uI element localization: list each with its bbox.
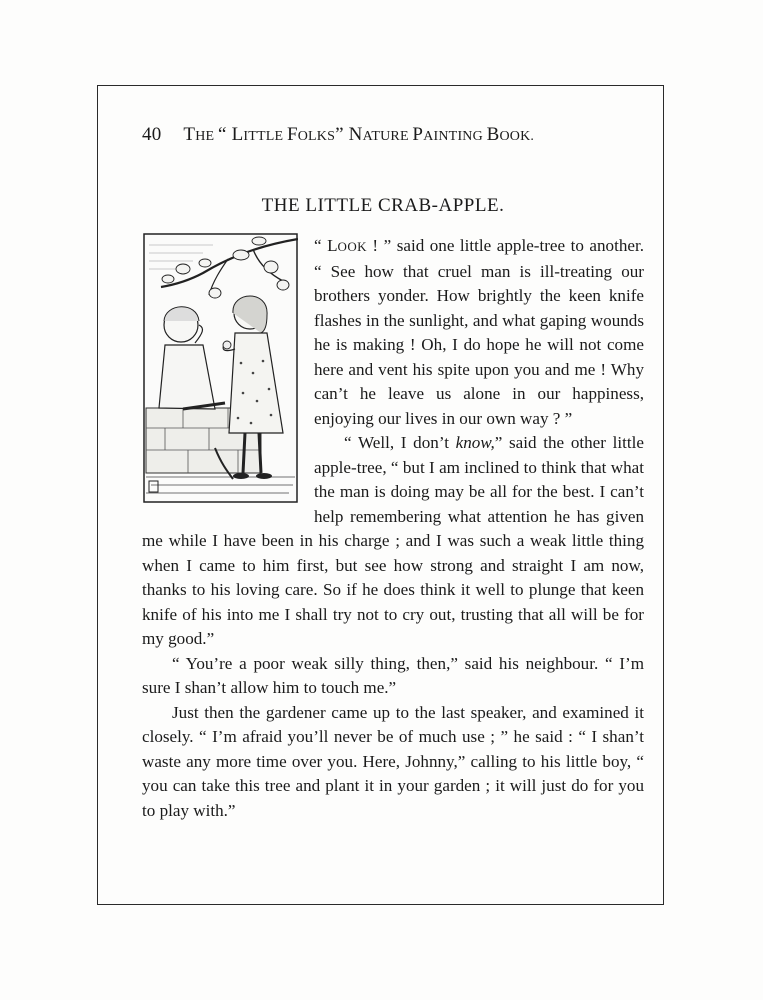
header-title-part: “ L [217,124,244,145]
header-title-part: ITTLE [243,129,287,144]
header-title-part: P [412,124,424,145]
p1-smallcaps: OOK [337,239,367,254]
header-title-part: AINTING [423,129,487,144]
header-title-part: ATURE [362,129,413,144]
header-title-part: HE [195,129,218,144]
header-title-part: T [183,124,196,145]
story-title: THE LITTLE CRAB-APPLE. [261,195,505,216]
paragraph-3: “ You’re a poor weak silly thing, then,” said his neighbour. “ I’m sure I shan’t allow him to touch me.” [142,653,644,697]
p1-open-quote: “ [314,236,328,255]
header-title-part: ” N [335,124,363,145]
p2-before: “ Well, I don’t [344,433,456,452]
p2-after: ” said the other little apple-tree, “ but I am inclined to think that what the man is doing may be all for the best. I can’t help remembering what attention he has given me while I have been in his charge ; and I was such a weak little thing when I came to him first, but see how strong and straight I am now, thanks to his loving care. So if he does think it well to plunge that keen knife of his into me I shall try not to cry out, trusting that all will be for my good.” [142,433,644,648]
paragraph-4: Just then the gardener came up to the last speaker, and examined it closely. “ I’m afraid you’ll never be of much use ; ” he said : “ I shan’t waste any more time over you. Here, Johnny,” calling to his little boy, “ you can take this tree and plant it in your garden ; it will just do for you to play with.” [142,702,644,820]
page-number: 40 [142,124,162,145]
p1-first-letter: L [327,236,338,255]
header-title-part: B [486,124,500,145]
header-title-part: OLKS [297,129,336,144]
header-title-part: F [286,124,298,145]
illustration-space [142,234,314,518]
p1-rest: ! ” said one little apple-tree to another. “ See how that cruel man is ill-treating our brothers yonder. How brightly the keen knife flashes in the sunlight, and what gaping wounds he is making ! Oh, I do hope he will not come here and vent his spite upon you and me ! Why can’t he leave us alone in our happiness, enjoying our lives in our own way ? ” [314,236,644,428]
story-text [142,234,644,823]
running-header [142,124,592,146]
book-title [183,124,534,145]
p2-emphasis: know, [455,433,495,452]
header-title-part: OOK. [499,129,535,144]
